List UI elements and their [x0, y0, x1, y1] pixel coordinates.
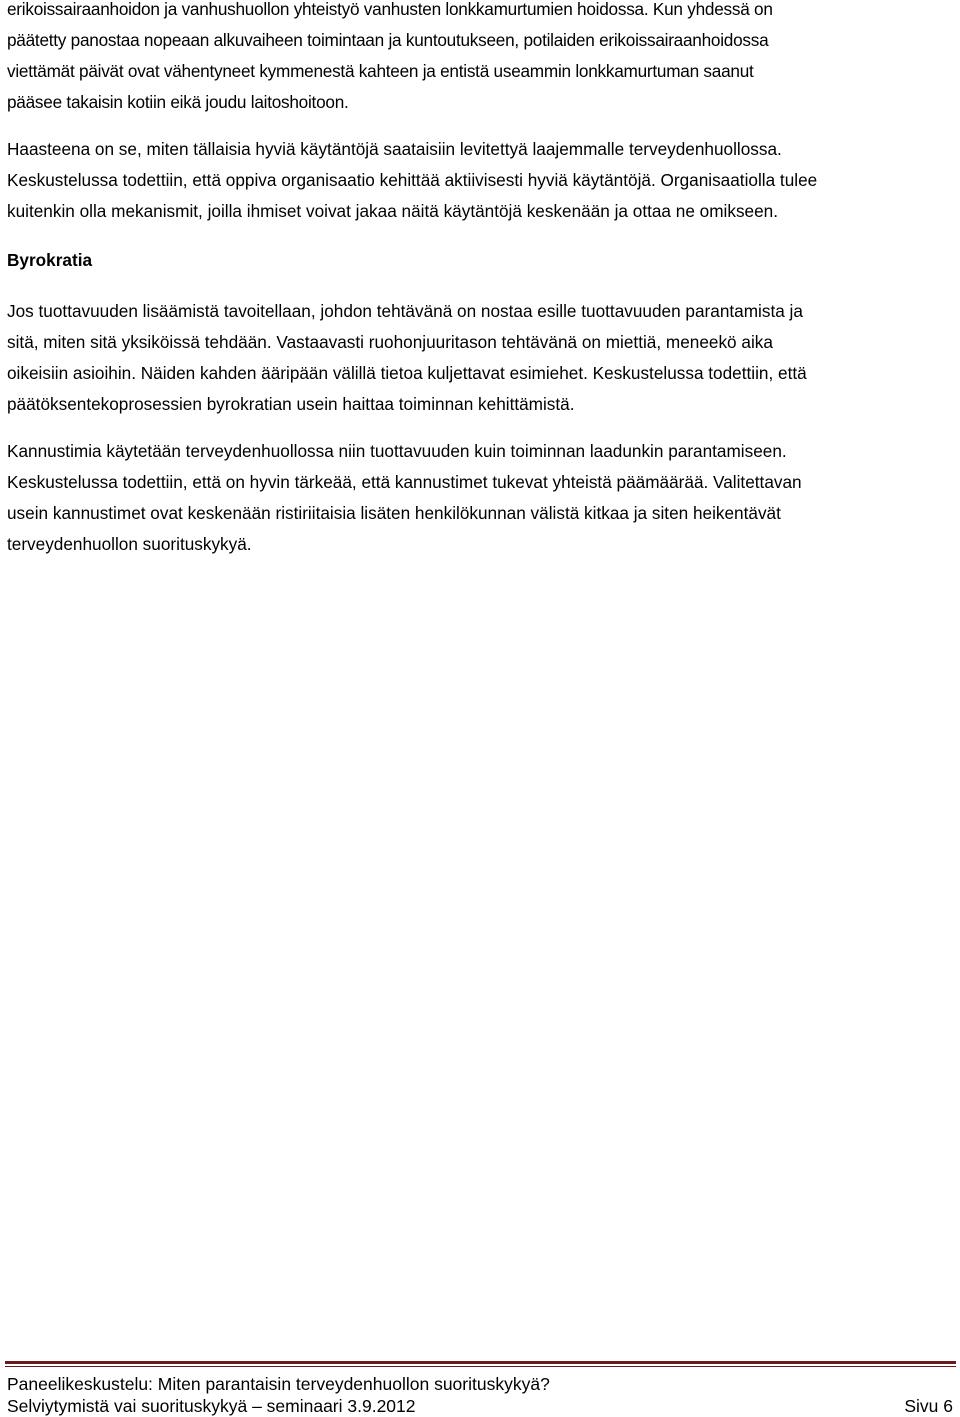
- text-line: erikoissairaanhoidon ja vanhushuollon yhteistyö vanhusten lonkkamurtumien hoidossa. Kun yhdessä on: [7, 0, 773, 19]
- text-line: sitä, miten sitä yksiköissä tehdään. Vastaavasti ruohonjuuritason tehtävänä on miettiä, meneekö aika: [7, 332, 773, 352]
- text-line: Keskustelussa todettiin, että oppiva organisaatio kehittää aktiivisesti hyviä käytäntöjä. Organisaatiolla tulee: [7, 170, 818, 190]
- text-line: Haasteena on se, miten tällaisia hyviä käytäntöjä saataisiin levitettyä laajemmalle terveydenhuollossa.: [7, 139, 782, 159]
- text-line: usein kannustimet ovat keskenään ristiriitaisia lisäten henkilökunnan välistä kitkaa ja siten heikentävät: [7, 503, 781, 523]
- footer-title: Paneelikeskustelu: Miten parantaisin terveydenhuollon suorituskykyä?: [7, 1374, 550, 1394]
- text-line: Kannustimia käytetään terveydenhuollossa niin tuottavuuden kuin toiminnan laadunkin parantamiseen.: [7, 441, 787, 461]
- text-line: terveydenhuollon suorituskykyä.: [7, 534, 252, 554]
- page-number: Sivu 6: [904, 1396, 953, 1416]
- text-line: viettämät päivät ovat vähentyneet kymmenestä kahteen ja entistä useammin lonkkamurtuman saanut: [7, 61, 754, 81]
- footer-seminar: Selviytymistä vai suorituskykyä – seminaari 3.9.2012: [7, 1396, 416, 1416]
- section-heading: Byrokratia: [7, 250, 93, 270]
- paragraph-1: [7, 0, 953, 118]
- footer-divider-thick: [5, 1361, 956, 1364]
- text-line: Jos tuottavuuden lisäämistä tavoitellaan, johdon tehtävänä on nostaa esille tuottavuuden parantamista ja: [7, 301, 803, 321]
- text-line: päätetty panostaa nopeaan alkuvaiheen toimintaan ja kuntoutukseen, potilaiden erikoissairaanhoidossa: [7, 30, 769, 50]
- paragraph-3: [7, 296, 953, 420]
- text-line: Keskustelussa todettiin, että on hyvin tärkeää, että kannustimet tukevat yhteistä päämäärää. Valitettavan: [7, 472, 802, 492]
- footer-divider-thin: [5, 1366, 956, 1367]
- text-line: oikeisiin asioihin. Näiden kahden ääripään välillä tietoa kuljettavat esimiehet. Keskustelussa todettiin, että: [7, 363, 807, 383]
- paragraph-4: [7, 436, 953, 560]
- text-line: kuitenkin olla mekanismit, joilla ihmiset voivat jakaa näitä käytäntöjä keskenään ja ottaa ne omikseen.: [7, 201, 778, 221]
- paragraph-2: [7, 134, 953, 227]
- text-line: päätöksentekoprosessien byrokratian usein haittaa toiminnan kehittämistä.: [7, 394, 575, 414]
- text-line: pääsee takaisin kotiin eikä joudu laitoshoitoon.: [7, 92, 349, 112]
